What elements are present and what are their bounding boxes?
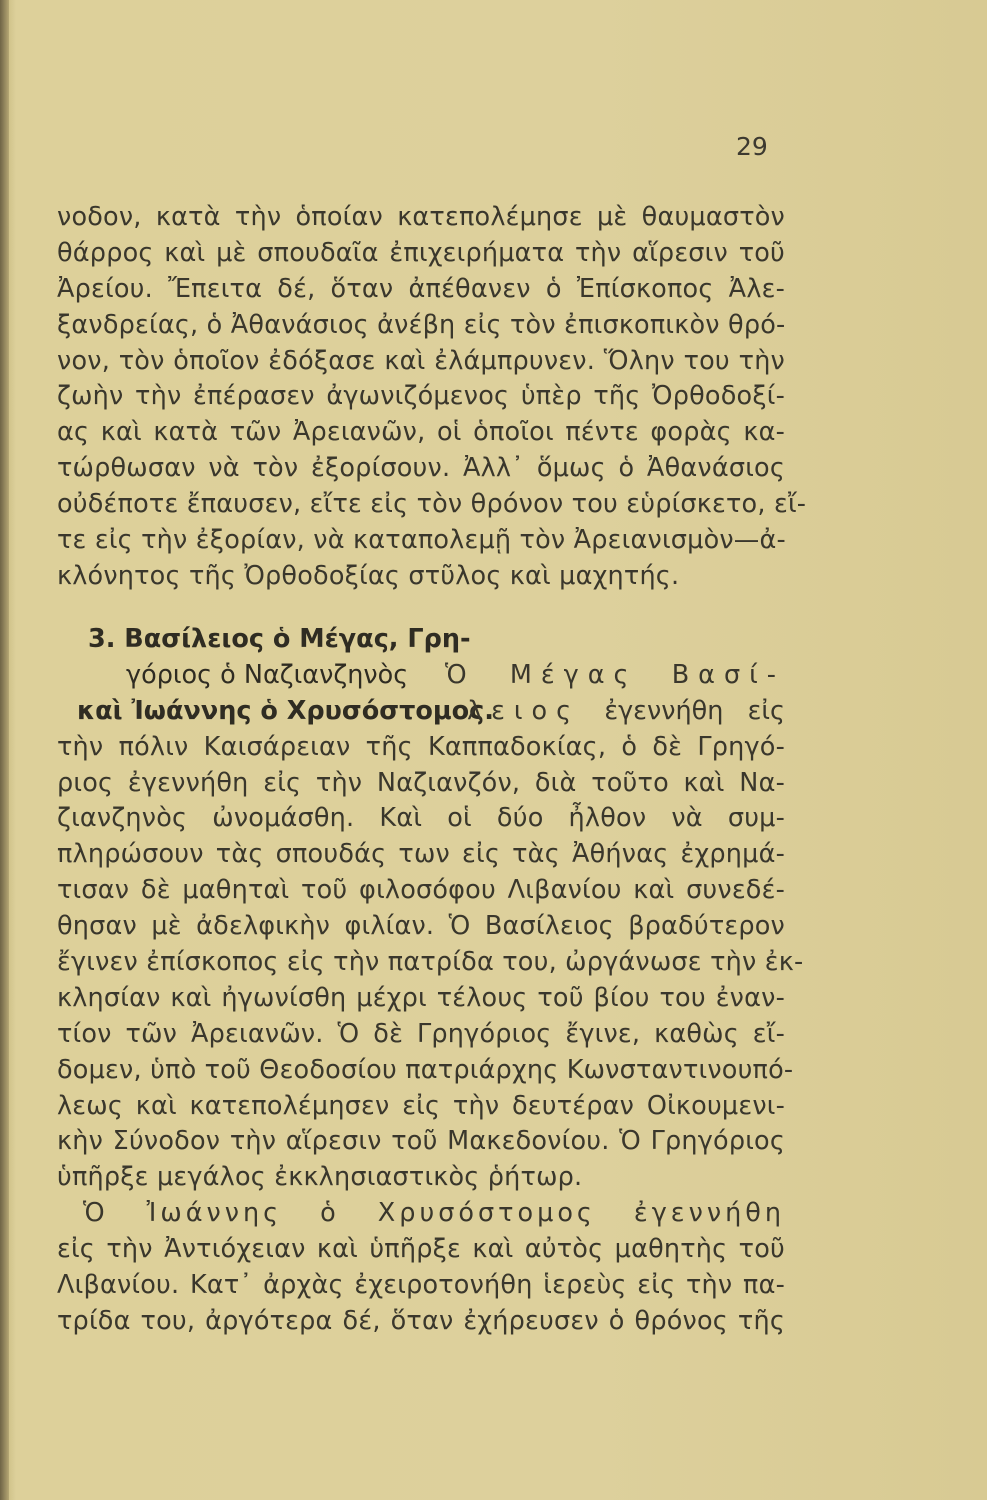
runin-spaced-word: λειος <box>467 695 581 726</box>
runin-rest: ἐγεννήθη εἰς <box>604 695 785 726</box>
text-line: ριος ἐγεννήθη εἰς τὴν Ναζιανζόν, διὰ τοῦτο καὶ Να- <box>57 767 785 798</box>
page-number: 29 <box>736 132 768 161</box>
text-line: ὑπῆρξε μεγάλος ἐκκλησιαστικὸς ῥήτωρ. <box>57 1162 583 1193</box>
text-line: Λιβανίου. Κατ᾽ ἀρχὰς ἐχειροτονήθη ἱερεὺς εἰς τὴν πα- <box>57 1270 785 1301</box>
text-line: ζιανζηνὸς ὠνομάσθη. Καὶ οἱ δύο ἦλθον νὰ συμ- <box>57 803 785 834</box>
text-line: κλόνητος τῆς Ὀρθοδοξίας στῦλος καὶ μαχητής. <box>57 560 680 591</box>
text-line: τώρθωσαν νὰ τὸν ἐξορίσουν. Ἀλλ᾽ ὅμως ὁ Ἀθανάσιος <box>57 453 785 484</box>
section-heading-line: γόριος ὁ Ναζιανζηνὸς <box>126 659 409 690</box>
text-line: οὐδέποτε ἔπαυσεν, εἴτε εἰς τὸν θρόνον του εὑρίσκετο, εἴ- <box>57 489 807 520</box>
paragraph-athanasius <box>57 200 807 595</box>
text-line: ζωὴν τὴν ἐπέρασεν ἀγωνιζόμενος ὑπὲρ τῆς Ὀρθοδοξί- <box>57 381 785 412</box>
text-line: θησαν μὲ ἀδελφικὴν φιλίαν. Ὁ Βασίλειος βραδύτερον <box>57 911 785 942</box>
text-line: λεως καὶ κατεπολέμησεν εἰς τὴν δευτέραν Οἰκουμενι- <box>57 1090 785 1121</box>
text-line: νον, τὸν ὁποῖον ἐδόξασε καὶ ἐλάμπρυνεν. Ὅλην του τὴν <box>57 345 785 376</box>
text-line: κλησίαν καὶ ἠγωνίσθη μέχρι τέλους τοῦ βίου του ἐναν- <box>57 982 785 1013</box>
section-heading-line: καὶ Ἰωάννης ὁ Χρυσόστομος. <box>77 695 494 726</box>
section-heading-line: 3. Βασίλειος ὁ Μέγας, Γρη- <box>88 624 471 654</box>
text-line: δομεν, ὑπὸ τοῦ Θεοδοσίου πατριάρχης Κωνσταντινουπό- <box>57 1054 794 1085</box>
text-line: Ἀρείου. Ἔπειτα δέ, ὅταν ἀπέθανεν ὁ Ἐπίσκοπος Ἀλε- <box>57 273 785 304</box>
text-line: ξανδρείας, ὁ Ἀθανάσιος ἀνέβη εἰς τὸν ἐπισκοπικὸν θρό- <box>57 309 786 340</box>
text-line: πληρώσουν τὰς σπουδάς των εἰς τὰς Ἀθήνας ἐχρημά- <box>57 839 785 870</box>
page-binding-edge <box>0 0 9 1500</box>
text-line: εἰς τὴν Ἀντιόχειαν καὶ ὑπῆρξε καὶ αὐτὸς μαθητὴς τοῦ <box>57 1234 785 1265</box>
runin-text <box>467 694 785 730</box>
text-line: τίον τῶν Ἀρειανῶν. Ὁ δὲ Γρηγόριος ἔγινε, καθὼς εἴ- <box>57 1018 785 1049</box>
text-line: τρίδα του, ἀργότερα δέ, ὅταν ἐχήρευσεν ὁ θρόνος τῆς <box>57 1306 785 1337</box>
text-line: κὴν Σύνοδον τὴν αἵρεσιν τοῦ Μακεδονίου. Ὁ Γρηγόριος <box>57 1126 785 1157</box>
text-line: θάρρος καὶ μὲ σπουδαῖα ἐπιχειρήματα τὴν αἵρεσιν τοῦ <box>57 237 785 268</box>
paragraph-chrysostom <box>57 1196 785 1340</box>
text-line: τὴν πόλιν Καισάρειαν τῆς Καππαδοκίας, ὁ δὲ Γρηγό- <box>57 731 785 762</box>
text-line: νοδον, κατὰ τὴν ὁποίαν κατεπολέμησε μὲ θαυμαστὸν <box>57 202 785 232</box>
text-line: ας καὶ κατὰ τῶν Ἀρειανῶν, οἱ ὁποῖοι πέντε φορὰς κα- <box>57 417 785 448</box>
text-line: Ὁ Ἰωάννης ὁ Χρυσόστομος ἐγεννήθη <box>83 1198 785 1229</box>
text-line: τισαν δὲ μαθηταὶ τοῦ φιλοσόφου Λιβανίου καὶ συνεδέ- <box>57 875 785 906</box>
section-heading <box>57 622 785 730</box>
text-line: ἔγινεν ἐπίσκοπος εἰς τὴν πατρίδα του, ὠργάνωσε τὴν ἐκ- <box>57 947 804 978</box>
paragraph-basil-gregory <box>57 730 804 1197</box>
text-line: τε εἰς τὴν ἐξορίαν, νὰ καταπολεμῇ τὸν Ἀρειανισμὸν—ἀ- <box>57 525 786 556</box>
runin-text: Ὁ Μέγας Βασί- <box>445 659 785 690</box>
